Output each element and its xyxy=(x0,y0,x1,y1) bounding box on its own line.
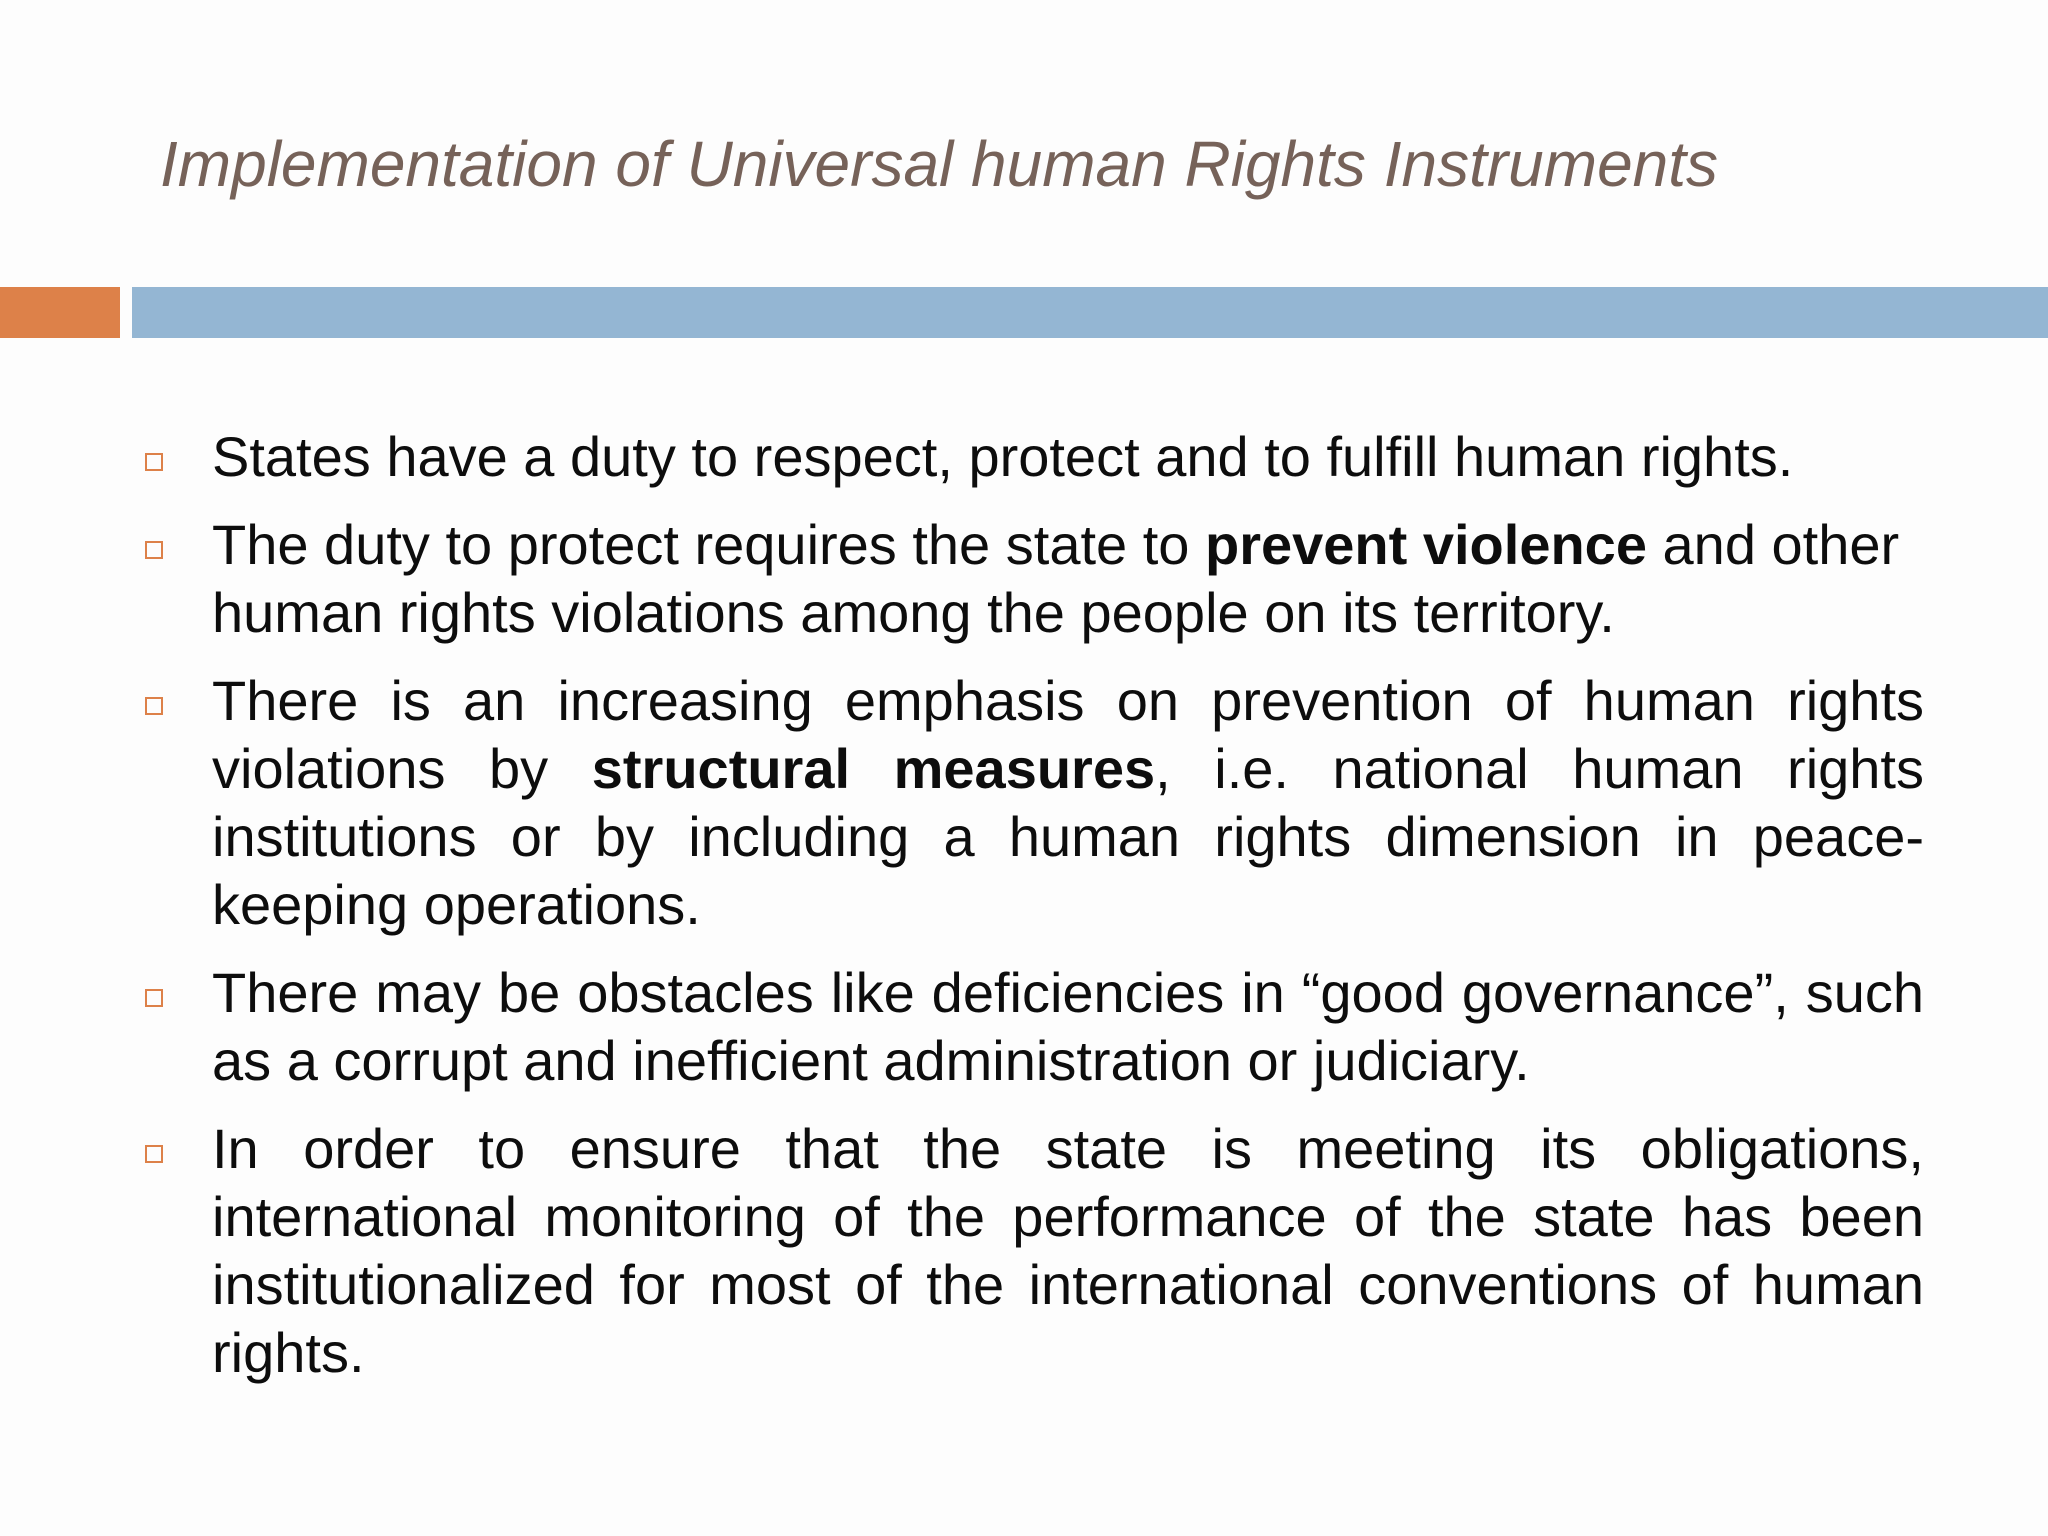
bullet-text-span: The duty to protect requires the state to xyxy=(212,513,1205,576)
slide-title: Implementation of Universal human Rights Instruments xyxy=(160,128,1719,200)
bullet-text-span: , i.e. national human rights institutions or by including a human rights dimension in peace-keeping operations. xyxy=(212,737,1924,936)
bullet-list xyxy=(0,423,2048,1407)
hollow-square-icon xyxy=(145,541,163,559)
hollow-square-icon xyxy=(145,1145,163,1163)
bullet-item xyxy=(0,667,2048,939)
bullet-emphasis: structural measures xyxy=(591,737,1156,800)
bullet-text-span: There is an increasing emphasis on prevention of human rights violations by xyxy=(212,669,1924,800)
bullet-text xyxy=(212,423,1924,491)
bullet-text xyxy=(212,667,1924,939)
accent-bar-orange xyxy=(0,287,120,338)
bullet-item xyxy=(0,423,2048,491)
bullet-text xyxy=(212,1115,1924,1387)
hollow-square-icon xyxy=(145,989,163,1007)
bullet-item xyxy=(0,1115,2048,1387)
bullet-text-span: In order to ensure that the state is meeting its obligations, international monitoring of the performance of the state has been institutionalized for most of the international conventions of human rights. xyxy=(212,1117,1924,1384)
bullet-text xyxy=(212,511,1924,647)
bullet-item xyxy=(0,959,2048,1095)
hollow-square-icon xyxy=(145,453,163,471)
bullet-text xyxy=(212,959,1924,1095)
bullet-emphasis: prevent violence xyxy=(1205,513,1647,576)
bullet-text-span: States have a duty to respect, protect and to fulfill human rights. xyxy=(212,425,1794,488)
hollow-square-icon xyxy=(145,697,163,715)
bullet-item xyxy=(0,511,2048,647)
bullet-text-span: and other human rights violations among the people on its territory. xyxy=(212,513,1900,644)
accent-bar-blue xyxy=(132,287,2048,338)
bullet-text-span: There may be obstacles like deficiencies in “good governance”, such as a corrupt and inefficient administration or judiciary. xyxy=(212,961,1924,1092)
